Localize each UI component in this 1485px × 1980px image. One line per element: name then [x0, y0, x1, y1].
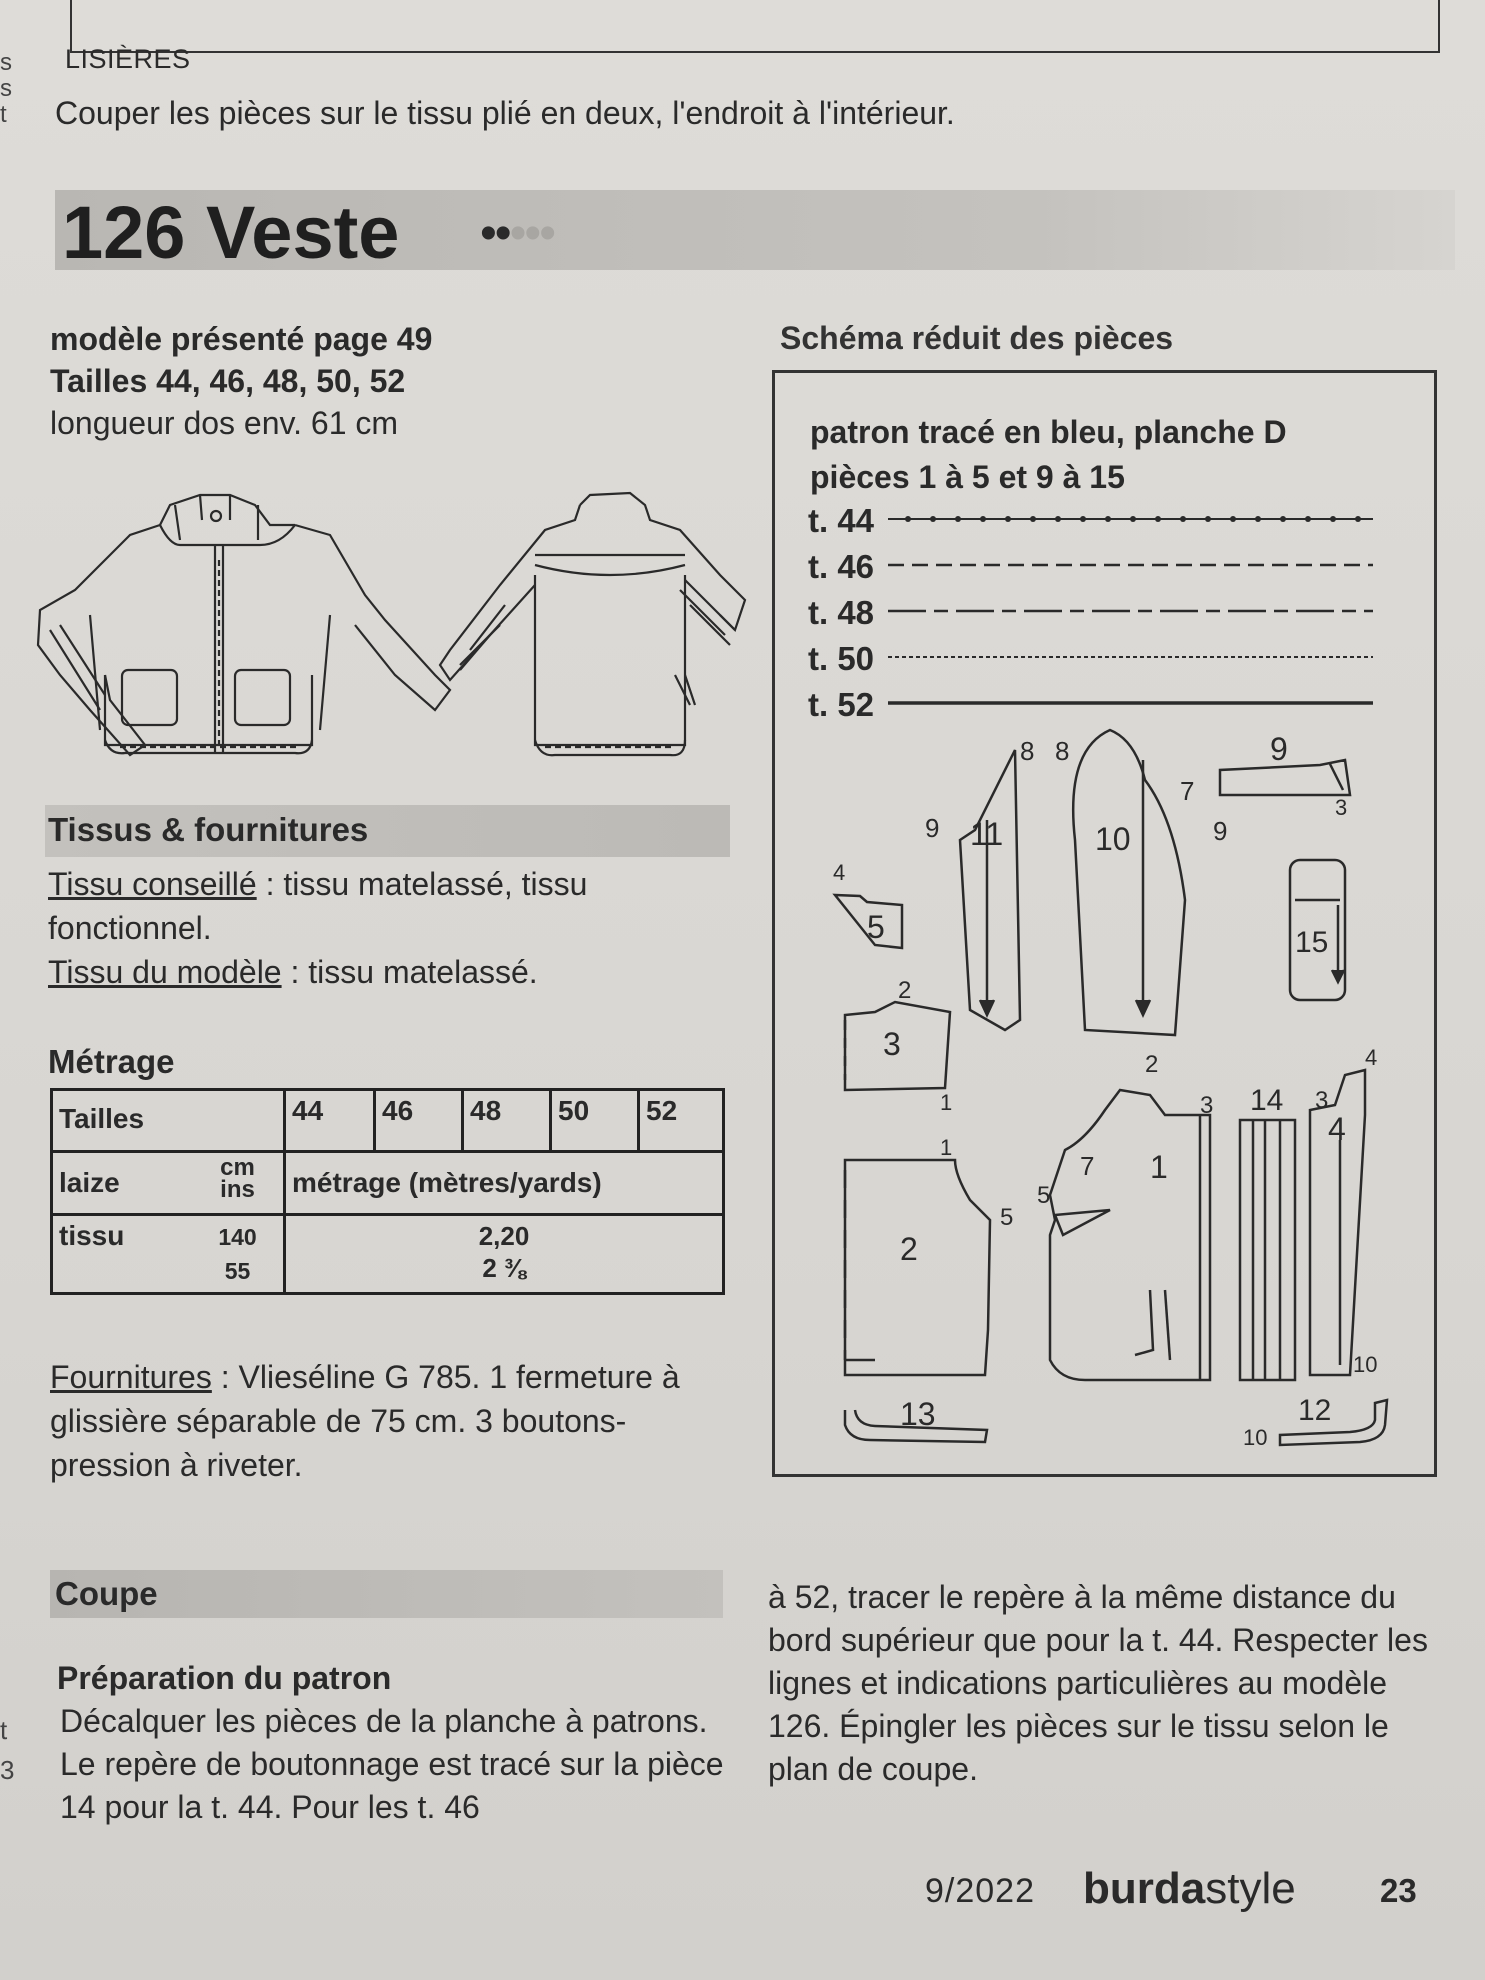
- issue-date: 9/2022: [925, 1872, 1035, 1910]
- pattern-piece-1: [1050, 1090, 1210, 1380]
- mark-10a: 10: [1353, 1352, 1378, 1377]
- line-style-legend: [888, 505, 1373, 715]
- label-piece-9: 9: [1270, 731, 1288, 767]
- amount-meters: 2,20: [478, 1220, 530, 1251]
- mark-9a: 9: [925, 813, 940, 843]
- table-laize-label: laize: [52, 1152, 193, 1214]
- mark-5b: 5: [1037, 1182, 1051, 1209]
- fournitures-text: [50, 1355, 730, 1487]
- metrage-heading: Métrage: [48, 1043, 175, 1080]
- mark-3b: 3: [1200, 1092, 1214, 1119]
- patron-line-2: pièces 1 à 5 et 9 à 15: [810, 459, 1125, 495]
- cutting-instruction: Couper les pièces sur le tissu plié en deux, l'endroit à l'intérieur.: [55, 95, 955, 131]
- table-metrage-label: métrage (mètres/yards): [285, 1152, 724, 1214]
- jacket-back-sketch: [440, 493, 745, 755]
- label-piece-12: 12: [1298, 1394, 1332, 1427]
- tissu-conseille-value: : tissu matelassé, tissu fonctionnel.: [48, 866, 588, 946]
- mark-8a: 8: [1020, 736, 1035, 766]
- table-size-50: 50: [551, 1090, 639, 1152]
- preparation-heading: Préparation du patron: [57, 1660, 392, 1696]
- table-size-46: 46: [375, 1090, 463, 1152]
- table-size-44: 44: [285, 1090, 375, 1152]
- preparation-text-continued: à 52, tracer le repère à la même distance du bord supérieur que pour la t. 44. Respecter les lignes et indications particulières au modèle 126. Épingler les pièces sur le tissu selon le plan de coupe.: [768, 1579, 1428, 1787]
- pattern-title: 126 Veste: [62, 191, 400, 274]
- page-number: 23: [1380, 1872, 1417, 1909]
- difficulty-dots-active: ••: [480, 207, 510, 260]
- jacket-sketch-illustration: [30, 475, 750, 765]
- lisieres-label: LISIÈRES: [65, 44, 191, 74]
- label-piece-10: 10: [1095, 821, 1131, 857]
- label-piece-11: 11: [970, 816, 1004, 852]
- mark-9b: 9: [1213, 816, 1228, 846]
- label-piece-4: 4: [1328, 1111, 1346, 1147]
- unit-ins: ins: [220, 1176, 255, 1204]
- mark-2a: 2: [898, 977, 912, 1004]
- difficulty-dots: [480, 206, 554, 261]
- tissu-conseille-label: Tissu conseillé: [48, 866, 257, 902]
- table-units: [192, 1152, 284, 1214]
- fournitures-value: : Vlieséline G 785. 1 fermeture à glissière séparable de 75 cm. 3 boutons-pression à riveter.: [50, 1359, 680, 1483]
- pattern-piece-2: [845, 1160, 990, 1375]
- size-label-48: t. 48: [808, 594, 875, 631]
- mark-7b: 7: [1080, 1151, 1095, 1181]
- margin-cut-text-lower: t 3: [0, 1715, 15, 1785]
- pattern-piece-11: [960, 750, 1020, 1030]
- brand-logo: [1083, 1864, 1296, 1914]
- pattern-piece-14: [1240, 1120, 1295, 1380]
- line-style-44: [888, 516, 1373, 522]
- mark-7a: 7: [1180, 776, 1195, 806]
- tissus-heading: Tissus & fournitures: [48, 811, 369, 848]
- model-page-ref: modèle présenté page 49: [50, 321, 433, 357]
- label-piece-3: 3: [883, 1026, 901, 1062]
- mark-3c: 3: [1315, 1087, 1329, 1114]
- label-piece-14: 14: [1250, 1084, 1284, 1117]
- label-piece-5: 5: [867, 909, 885, 945]
- label-piece-2: 2: [900, 1231, 918, 1267]
- mark-4b: 4: [1365, 1045, 1378, 1070]
- size-label-52: t. 52: [808, 686, 875, 723]
- patron-line-1: patron tracé en bleu, planche D: [810, 414, 1287, 450]
- label-piece-1: 1: [1150, 1149, 1168, 1185]
- margin-cut-text: s s t: [0, 49, 12, 128]
- preparation-text: Décalquer les pièces de la planche à patrons. Le repère de boutonnage est tracé sur la pièce 14 pour la t. 44. Pour les t. 46: [60, 1703, 724, 1825]
- size-label-50: t. 50: [808, 640, 875, 677]
- brand-bold: burda: [1083, 1864, 1206, 1913]
- mark-1a: 1: [940, 1090, 953, 1115]
- mark-1b: 1: [940, 1135, 953, 1160]
- mark-3a: 3: [1335, 795, 1348, 820]
- previous-layout-box: [70, 0, 1440, 53]
- label-piece-15: 15: [1295, 926, 1329, 959]
- coupe-heading: Coupe: [55, 1575, 158, 1612]
- width-ins: 55: [224, 1257, 251, 1284]
- model-sizes: Tailles 44, 46, 48, 50, 52: [50, 363, 406, 399]
- table-amounts: [285, 1214, 724, 1293]
- model-length: longueur dos env. 61 cm: [50, 405, 399, 441]
- amount-yards: 2 ⅜: [482, 1252, 526, 1283]
- tissu-modele-value: : tissu matelassé.: [281, 954, 538, 990]
- tissu-modele-label: Tissu du modèle: [48, 954, 282, 990]
- size-label-44: t. 44: [808, 502, 875, 539]
- patron-description: [810, 410, 1287, 500]
- mark-8b: 8: [1055, 736, 1070, 766]
- brand-light: style: [1205, 1864, 1296, 1913]
- difficulty-dots-inactive: •••: [509, 207, 555, 260]
- pattern-pieces-diagram: [775, 720, 1435, 1470]
- unit-cm: cm: [220, 1154, 255, 1182]
- jacket-front-sketch: [38, 495, 450, 755]
- mark-4a: 4: [833, 860, 846, 885]
- pattern-piece-12: [1280, 1400, 1387, 1445]
- fournitures-label: Fournitures: [50, 1359, 212, 1395]
- mark-10b: 10: [1243, 1425, 1268, 1450]
- table-tissu-label: tissu: [52, 1214, 193, 1293]
- mark-5a: 5: [1000, 1204, 1014, 1231]
- table-size-52: 52: [639, 1090, 724, 1152]
- size-label-46: t. 46: [808, 548, 875, 585]
- metrage-table: [50, 1088, 725, 1295]
- table-widths: [192, 1214, 284, 1293]
- label-piece-13: 13: [900, 1396, 936, 1432]
- schema-title: Schéma réduit des pièces: [780, 320, 1174, 356]
- table-size-48: 48: [463, 1090, 551, 1152]
- tissus-text: [48, 862, 728, 994]
- table-header-tailles: Tailles: [52, 1090, 285, 1152]
- mark-2b: 2: [1145, 1051, 1159, 1078]
- model-info: [50, 318, 432, 444]
- pattern-piece-10: [1073, 730, 1185, 1035]
- width-cm: 140: [218, 1223, 257, 1250]
